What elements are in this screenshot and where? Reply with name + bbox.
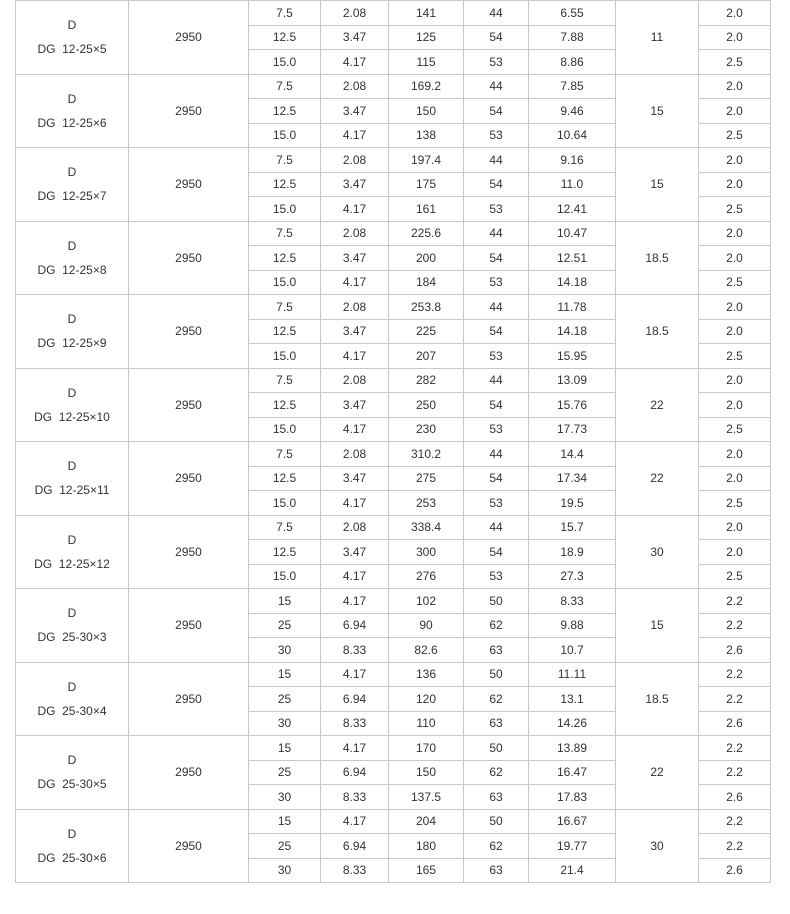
efficiency-cell: 44 [464, 1, 529, 26]
flow-ls-cell: 4.17 [321, 344, 389, 369]
head-cell: 175 [389, 172, 464, 197]
flow-ls-cell: 6.94 [321, 760, 389, 785]
flow-cell: 30 [249, 638, 321, 663]
shaft-power-cell: 12.51 [529, 246, 616, 271]
shaft-power-cell: 16.47 [529, 760, 616, 785]
shaft-power-cell: 19.5 [529, 491, 616, 516]
model-prefix: D [67, 459, 77, 474]
efficiency-cell: 53 [464, 50, 529, 75]
head-cell: 125 [389, 25, 464, 50]
flow-cell: 25 [249, 687, 321, 712]
shaft-power-cell: 7.85 [529, 74, 616, 99]
model-prefix: D [67, 826, 77, 841]
flow-cell: 12.5 [249, 172, 321, 197]
npsh-cell: 2.0 [699, 1, 771, 26]
model-cell [16, 74, 129, 148]
shaft-power-cell: 13.89 [529, 736, 616, 761]
flow-cell: 12.5 [249, 246, 321, 271]
model-name: DG 12-25×5 [37, 42, 107, 57]
flow-ls-cell: 4.17 [321, 197, 389, 222]
shaft-power-cell: 9.88 [529, 613, 616, 638]
flow-ls-cell: 8.33 [321, 785, 389, 810]
model-prefix: D [67, 679, 77, 694]
head-cell: 253 [389, 491, 464, 516]
motor-power-cell: 15 [616, 589, 699, 663]
flow-cell: 15.0 [249, 344, 321, 369]
speed-cell: 2950 [129, 589, 249, 663]
npsh-cell: 2.0 [699, 442, 771, 467]
shaft-power-cell: 15.7 [529, 515, 616, 540]
flow-cell: 15.0 [249, 417, 321, 442]
efficiency-cell: 54 [464, 25, 529, 50]
table-row [16, 515, 771, 540]
speed-cell: 2950 [129, 368, 249, 442]
head-cell: 180 [389, 834, 464, 859]
shaft-power-cell: 21.4 [529, 858, 616, 883]
shaft-power-cell: 27.3 [529, 564, 616, 589]
model-name: DG 12-25×11 [34, 483, 110, 498]
motor-power-cell: 22 [616, 368, 699, 442]
head-cell: 200 [389, 246, 464, 271]
flow-cell: 7.5 [249, 368, 321, 393]
motor-power-cell: 22 [616, 442, 699, 516]
npsh-cell: 2.0 [699, 246, 771, 271]
motor-power-cell: 15 [616, 148, 699, 222]
model-name: DG 25-30×6 [37, 850, 107, 865]
shaft-power-cell: 18.9 [529, 540, 616, 565]
efficiency-cell: 44 [464, 74, 529, 99]
npsh-cell: 2.2 [699, 834, 771, 859]
flow-ls-cell: 2.08 [321, 74, 389, 99]
speed-cell: 2950 [129, 221, 249, 295]
shaft-power-cell: 15.76 [529, 393, 616, 418]
head-cell: 82.6 [389, 638, 464, 663]
model-cell [16, 368, 129, 442]
shaft-power-cell: 8.33 [529, 589, 616, 614]
head-cell: 207 [389, 344, 464, 369]
flow-ls-cell: 3.47 [321, 99, 389, 124]
flow-ls-cell: 4.17 [321, 270, 389, 295]
flow-cell: 12.5 [249, 25, 321, 50]
table-row [16, 589, 771, 614]
head-cell: 110 [389, 711, 464, 736]
npsh-cell: 2.0 [699, 74, 771, 99]
motor-power-cell: 30 [616, 809, 699, 883]
npsh-cell: 2.6 [699, 785, 771, 810]
npsh-cell: 2.0 [699, 99, 771, 124]
head-cell: 253.8 [389, 295, 464, 320]
flow-ls-cell: 8.33 [321, 858, 389, 883]
flow-ls-cell: 3.47 [321, 466, 389, 491]
efficiency-cell: 53 [464, 197, 529, 222]
flow-ls-cell: 3.47 [321, 319, 389, 344]
efficiency-cell: 54 [464, 172, 529, 197]
efficiency-cell: 63 [464, 858, 529, 883]
npsh-cell: 2.0 [699, 25, 771, 50]
flow-ls-cell: 6.94 [321, 834, 389, 859]
model-cell [16, 736, 129, 810]
npsh-cell: 2.5 [699, 491, 771, 516]
npsh-cell: 2.0 [699, 221, 771, 246]
model-prefix: D [67, 238, 77, 253]
npsh-cell: 2.2 [699, 760, 771, 785]
speed-cell: 2950 [129, 515, 249, 589]
flow-ls-cell: 3.47 [321, 246, 389, 271]
flow-cell: 12.5 [249, 319, 321, 344]
flow-ls-cell: 4.17 [321, 417, 389, 442]
npsh-cell: 2.2 [699, 589, 771, 614]
efficiency-cell: 54 [464, 393, 529, 418]
table-row [16, 1, 771, 26]
speed-cell: 2950 [129, 442, 249, 516]
head-cell: 184 [389, 270, 464, 295]
flow-ls-cell: 4.17 [321, 491, 389, 516]
motor-power-cell: 30 [616, 515, 699, 589]
flow-cell: 12.5 [249, 466, 321, 491]
motor-power-cell: 22 [616, 736, 699, 810]
shaft-power-cell: 12.41 [529, 197, 616, 222]
model-cell [16, 295, 129, 369]
table-row [16, 809, 771, 834]
npsh-cell: 2.0 [699, 148, 771, 173]
shaft-power-cell: 6.55 [529, 1, 616, 26]
model-prefix: D [67, 91, 77, 106]
flow-ls-cell: 4.17 [321, 809, 389, 834]
flow-cell: 30 [249, 858, 321, 883]
motor-power-cell: 18.5 [616, 221, 699, 295]
head-cell: 250 [389, 393, 464, 418]
shaft-power-cell: 11.78 [529, 295, 616, 320]
shaft-power-cell: 8.86 [529, 50, 616, 75]
efficiency-cell: 63 [464, 711, 529, 736]
head-cell: 161 [389, 197, 464, 222]
npsh-cell: 2.5 [699, 564, 771, 589]
npsh-cell: 2.0 [699, 466, 771, 491]
table-row [16, 368, 771, 393]
model-prefix: D [67, 165, 77, 180]
shaft-power-cell: 13.09 [529, 368, 616, 393]
efficiency-cell: 54 [464, 246, 529, 271]
model-cell [16, 515, 129, 589]
model-prefix: D [67, 606, 77, 621]
efficiency-cell: 44 [464, 148, 529, 173]
flow-cell: 15.0 [249, 197, 321, 222]
npsh-cell: 2.5 [699, 417, 771, 442]
head-cell: 225 [389, 319, 464, 344]
head-cell: 102 [389, 589, 464, 614]
npsh-cell: 2.0 [699, 393, 771, 418]
npsh-cell: 2.2 [699, 687, 771, 712]
table-row [16, 74, 771, 99]
model-cell [16, 221, 129, 295]
efficiency-cell: 62 [464, 687, 529, 712]
speed-cell: 2950 [129, 662, 249, 736]
npsh-cell: 2.2 [699, 662, 771, 687]
model-name: DG 25-30×3 [37, 630, 107, 645]
efficiency-cell: 44 [464, 221, 529, 246]
head-cell: 275 [389, 466, 464, 491]
flow-cell: 25 [249, 760, 321, 785]
motor-power-cell: 18.5 [616, 295, 699, 369]
shaft-power-cell: 17.73 [529, 417, 616, 442]
flow-ls-cell: 2.08 [321, 368, 389, 393]
flow-ls-cell: 4.17 [321, 589, 389, 614]
flow-ls-cell: 3.47 [321, 172, 389, 197]
flow-ls-cell: 2.08 [321, 1, 389, 26]
head-cell: 169.2 [389, 74, 464, 99]
flow-cell: 15.0 [249, 50, 321, 75]
efficiency-cell: 53 [464, 491, 529, 516]
flow-ls-cell: 2.08 [321, 442, 389, 467]
shaft-power-cell: 11.11 [529, 662, 616, 687]
npsh-cell: 2.0 [699, 319, 771, 344]
model-name: DG 12-25×7 [37, 189, 107, 204]
efficiency-cell: 44 [464, 442, 529, 467]
model-prefix: D [67, 753, 77, 768]
motor-power-cell: 11 [616, 1, 699, 75]
flow-ls-cell: 4.17 [321, 564, 389, 589]
flow-ls-cell: 3.47 [321, 25, 389, 50]
flow-ls-cell: 2.08 [321, 221, 389, 246]
shaft-power-cell: 17.83 [529, 785, 616, 810]
efficiency-cell: 44 [464, 368, 529, 393]
model-cell [16, 589, 129, 663]
efficiency-cell: 54 [464, 540, 529, 565]
efficiency-cell: 53 [464, 344, 529, 369]
shaft-power-cell: 15.95 [529, 344, 616, 369]
shaft-power-cell: 17.34 [529, 466, 616, 491]
npsh-cell: 2.5 [699, 344, 771, 369]
shaft-power-cell: 9.46 [529, 99, 616, 124]
shaft-power-cell: 10.64 [529, 123, 616, 148]
speed-cell: 2950 [129, 74, 249, 148]
flow-cell: 25 [249, 834, 321, 859]
flow-cell: 15 [249, 589, 321, 614]
motor-power-cell: 15 [616, 74, 699, 148]
flow-ls-cell: 2.08 [321, 148, 389, 173]
efficiency-cell: 50 [464, 589, 529, 614]
head-cell: 136 [389, 662, 464, 687]
npsh-cell: 2.2 [699, 736, 771, 761]
shaft-power-cell: 19.77 [529, 834, 616, 859]
flow-ls-cell: 3.47 [321, 393, 389, 418]
model-prefix: D [67, 385, 77, 400]
efficiency-cell: 63 [464, 785, 529, 810]
flow-ls-cell: 6.94 [321, 687, 389, 712]
shaft-power-cell: 13.1 [529, 687, 616, 712]
head-cell: 138 [389, 123, 464, 148]
model-prefix: D [67, 18, 77, 33]
flow-cell: 15.0 [249, 123, 321, 148]
npsh-cell: 2.5 [699, 270, 771, 295]
efficiency-cell: 50 [464, 662, 529, 687]
model-cell [16, 148, 129, 222]
head-cell: 90 [389, 613, 464, 638]
head-cell: 197.4 [389, 148, 464, 173]
speed-cell: 2950 [129, 809, 249, 883]
head-cell: 137.5 [389, 785, 464, 810]
speed-cell: 2950 [129, 736, 249, 810]
table-body [16, 1, 771, 883]
pump-spec-table [15, 0, 771, 883]
speed-cell: 2950 [129, 1, 249, 75]
table-row [16, 662, 771, 687]
flow-cell: 30 [249, 711, 321, 736]
motor-power-cell: 18.5 [616, 662, 699, 736]
efficiency-cell: 63 [464, 638, 529, 663]
model-name: DG 12-25×6 [37, 115, 107, 130]
flow-ls-cell: 2.08 [321, 515, 389, 540]
flow-cell: 7.5 [249, 74, 321, 99]
efficiency-cell: 44 [464, 515, 529, 540]
flow-cell: 15 [249, 809, 321, 834]
head-cell: 225.6 [389, 221, 464, 246]
table-row [16, 148, 771, 173]
flow-cell: 12.5 [249, 99, 321, 124]
model-name: DG 12-25×8 [37, 262, 107, 277]
efficiency-cell: 53 [464, 417, 529, 442]
head-cell: 230 [389, 417, 464, 442]
flow-cell: 25 [249, 613, 321, 638]
model-prefix: D [67, 532, 77, 547]
efficiency-cell: 54 [464, 99, 529, 124]
flow-cell: 12.5 [249, 393, 321, 418]
npsh-cell: 2.0 [699, 172, 771, 197]
shaft-power-cell: 14.18 [529, 270, 616, 295]
flow-ls-cell: 4.17 [321, 50, 389, 75]
flow-cell: 7.5 [249, 221, 321, 246]
shaft-power-cell: 10.47 [529, 221, 616, 246]
efficiency-cell: 54 [464, 466, 529, 491]
efficiency-cell: 53 [464, 270, 529, 295]
flow-cell: 7.5 [249, 1, 321, 26]
head-cell: 282 [389, 368, 464, 393]
efficiency-cell: 62 [464, 613, 529, 638]
npsh-cell: 2.5 [699, 50, 771, 75]
efficiency-cell: 50 [464, 809, 529, 834]
head-cell: 204 [389, 809, 464, 834]
npsh-cell: 2.0 [699, 295, 771, 320]
npsh-cell: 2.0 [699, 368, 771, 393]
efficiency-cell: 53 [464, 123, 529, 148]
npsh-cell: 2.6 [699, 858, 771, 883]
flow-ls-cell: 4.17 [321, 123, 389, 148]
shaft-power-cell: 14.26 [529, 711, 616, 736]
flow-cell: 15.0 [249, 270, 321, 295]
efficiency-cell: 54 [464, 319, 529, 344]
head-cell: 300 [389, 540, 464, 565]
flow-cell: 7.5 [249, 148, 321, 173]
npsh-cell: 2.0 [699, 540, 771, 565]
npsh-cell: 2.6 [699, 711, 771, 736]
flow-ls-cell: 2.08 [321, 295, 389, 320]
head-cell: 115 [389, 50, 464, 75]
model-name: DG 25-30×4 [37, 703, 107, 718]
npsh-cell: 2.2 [699, 613, 771, 638]
shaft-power-cell: 11.0 [529, 172, 616, 197]
table-row [16, 442, 771, 467]
efficiency-cell: 62 [464, 834, 529, 859]
flow-cell: 12.5 [249, 540, 321, 565]
table-row [16, 736, 771, 761]
model-name: DG 12-25×10 [34, 409, 110, 424]
flow-cell: 7.5 [249, 442, 321, 467]
efficiency-cell: 44 [464, 295, 529, 320]
npsh-cell: 2.0 [699, 515, 771, 540]
head-cell: 120 [389, 687, 464, 712]
head-cell: 165 [389, 858, 464, 883]
model-cell [16, 442, 129, 516]
model-name: DG 12-25×12 [34, 556, 110, 571]
npsh-cell: 2.5 [699, 123, 771, 148]
flow-cell: 15.0 [249, 491, 321, 516]
shaft-power-cell: 14.4 [529, 442, 616, 467]
shaft-power-cell: 14.18 [529, 319, 616, 344]
head-cell: 310.2 [389, 442, 464, 467]
table-row [16, 221, 771, 246]
flow-ls-cell: 6.94 [321, 613, 389, 638]
flow-cell: 15 [249, 662, 321, 687]
efficiency-cell: 62 [464, 760, 529, 785]
flow-ls-cell: 4.17 [321, 662, 389, 687]
flow-cell: 7.5 [249, 515, 321, 540]
model-cell [16, 1, 129, 75]
head-cell: 150 [389, 99, 464, 124]
model-name: DG 12-25×9 [37, 336, 107, 351]
shaft-power-cell: 9.16 [529, 148, 616, 173]
shaft-power-cell: 16.67 [529, 809, 616, 834]
efficiency-cell: 53 [464, 564, 529, 589]
head-cell: 338.4 [389, 515, 464, 540]
npsh-cell: 2.6 [699, 638, 771, 663]
model-name: DG 25-30×5 [37, 777, 107, 792]
flow-cell: 7.5 [249, 295, 321, 320]
flow-ls-cell: 3.47 [321, 540, 389, 565]
model-prefix: D [67, 312, 77, 327]
shaft-power-cell: 7.88 [529, 25, 616, 50]
model-cell [16, 809, 129, 883]
head-cell: 150 [389, 760, 464, 785]
flow-ls-cell: 8.33 [321, 638, 389, 663]
shaft-power-cell: 10.7 [529, 638, 616, 663]
flow-ls-cell: 8.33 [321, 711, 389, 736]
speed-cell: 2950 [129, 148, 249, 222]
head-cell: 276 [389, 564, 464, 589]
flow-ls-cell: 4.17 [321, 736, 389, 761]
npsh-cell: 2.5 [699, 197, 771, 222]
head-cell: 170 [389, 736, 464, 761]
npsh-cell: 2.2 [699, 809, 771, 834]
flow-cell: 15 [249, 736, 321, 761]
flow-cell: 15.0 [249, 564, 321, 589]
speed-cell: 2950 [129, 295, 249, 369]
table-row [16, 295, 771, 320]
model-cell [16, 662, 129, 736]
efficiency-cell: 50 [464, 736, 529, 761]
head-cell: 141 [389, 1, 464, 26]
flow-cell: 30 [249, 785, 321, 810]
